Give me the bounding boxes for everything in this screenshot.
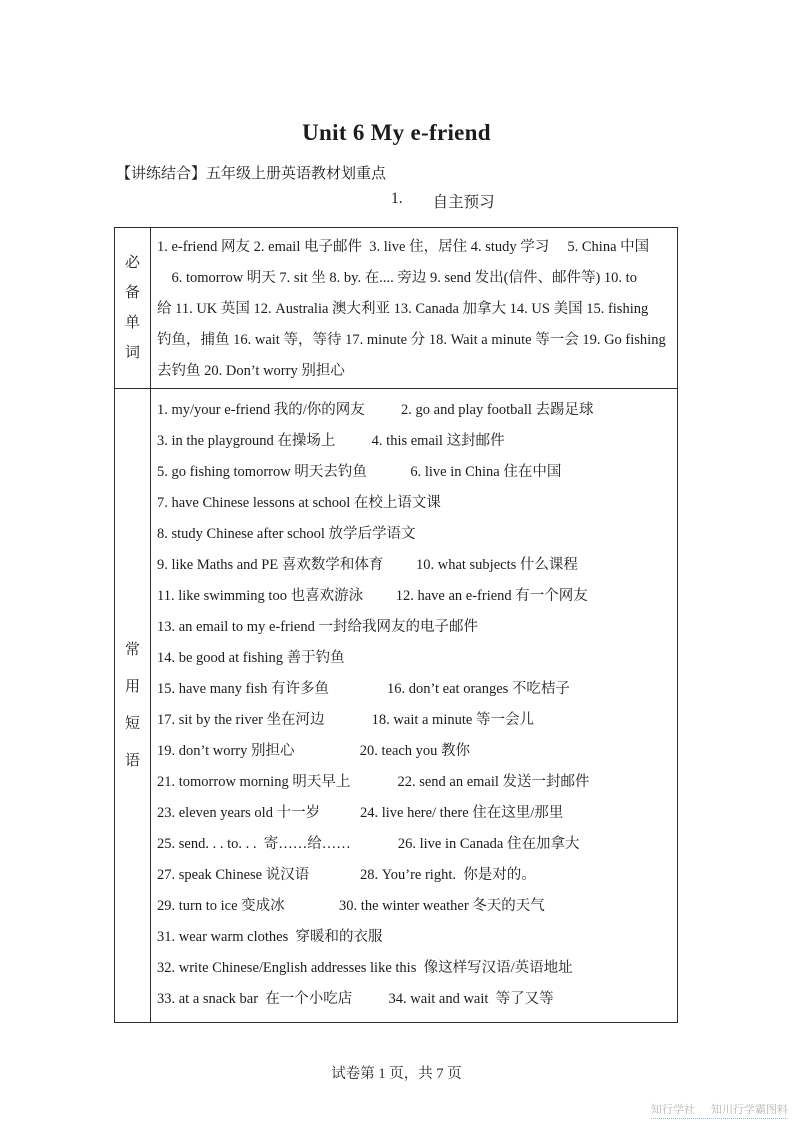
phrase-line: 19. don’t worry 别担心 20. teach you 教你 [157,743,471,759]
subtitle: 【讲练结合】五年级上册英语教材划重点 [116,166,387,182]
phrase-line: 33. at a snack bar 在一个小吃店 34. wait and wait 等了又等 [157,991,554,1007]
header-char: 短 [124,715,140,732]
vocab-line: 6. tomorrow 明天 7. sit 坐 8. by. 在.... 旁边 9. send 发出(信件、邮件等) 10. to [157,270,637,286]
header-char: 常 [124,641,140,658]
phrase-line: 32. write Chinese/English addresses like this 像这样写汉语/英语地址 [157,960,573,976]
row-body-essential-words [151,228,677,388]
phrase-line: 29. turn to ice 变成冰 30. the winter weather 冬天的天气 [157,898,545,914]
phrase-line: 9. like Maths and PE 喜欢数学和体育 10. what subjects 什么课程 [157,557,578,573]
page-title: Unit 6 My e-friend [302,120,491,145]
section-number: 1. [391,190,403,207]
row-header-essential-words [115,228,151,388]
phrase-line: 31. wear warm clothes 穿暖和的衣服 [157,929,383,945]
phrase-line: 13. an email to my e-friend 一封给我网友的电子邮件 [157,619,478,635]
phrase-line: 3. in the playground 在操场上 4. this email 这封邮件 [157,433,505,449]
row-header-common-phrases [115,389,151,1022]
phrase-line: 1. my/your e-friend 我的/你的网友 2. go and play football 去踢足球 [157,402,594,418]
section-heading [391,190,495,212]
table-row-common-phrases [115,388,677,1022]
watermark-left: 知行学社 [651,1104,695,1116]
vocab-line: 去钓鱼 20. Don’t worry 别担心 [157,363,345,379]
phrase-line: 17. sit by the river 坐在河边 18. wait a minute 等一会儿 [157,712,534,728]
phrase-line: 8. study Chinese after school 放学后学语文 [157,526,416,542]
watermark-right: 知川行学霸图料 [711,1104,788,1116]
phrase-line: 25. send. . . to. . . 寄……给…… 26. live in Canada 住在加拿大 [157,836,580,852]
phrase-line: 23. eleven years old 十一岁 24. live here/ there 住在这里/那里 [157,805,564,821]
vocab-line: 1. e-friend 网友 2. email 电子邮件 3. live 住，居住 4. study 学习 5. China 中国 [157,239,650,255]
row-body-common-phrases [151,389,677,1022]
page-footer: 试卷第 1 页，共 7 页 [331,1066,462,1082]
phrase-line: 5. go fishing tomorrow 明天去钓鱼 6. live in China 住在中国 [157,464,562,480]
phrase-line: 11. like swimming too 也喜欢游泳 12. have an e-friend 有一个网友 [157,588,588,604]
section-title: 自主预习 [432,194,495,211]
watermark [651,1101,788,1119]
header-char: 词 [124,344,140,361]
phrase-line: 7. have Chinese lessons at school 在校上语文课 [157,495,441,511]
vocab-table [114,227,678,1023]
header-char: 用 [124,678,140,695]
vocab-line: 给 11. UK 英国 12. Australia 澳大利亚 13. Canada 加拿大 14. US 美国 15. fishing [157,301,649,317]
table-row-essential-words [115,228,677,388]
vocab-line: 钓鱼，捕鱼 16. wait 等，等待 17. minute 分 18. Wait a minute 等一会 19. Go fishing [157,332,666,348]
phrase-line: 21. tomorrow morning 明天早上 22. send an email 发送一封邮件 [157,774,590,790]
header-char: 单 [124,314,140,331]
phrase-line: 27. speak Chinese 说汉语 28. You’re right. 你是对的。 [157,867,536,883]
header-char: 语 [124,752,140,769]
header-char: 必 [124,254,140,271]
phrase-line: 14. be good at fishing 善于钓鱼 [157,650,345,666]
header-char: 备 [124,284,140,301]
phrase-line: 15. have many fish 有许多鱼 16. don’t eat oranges 不吃桔子 [157,681,570,697]
